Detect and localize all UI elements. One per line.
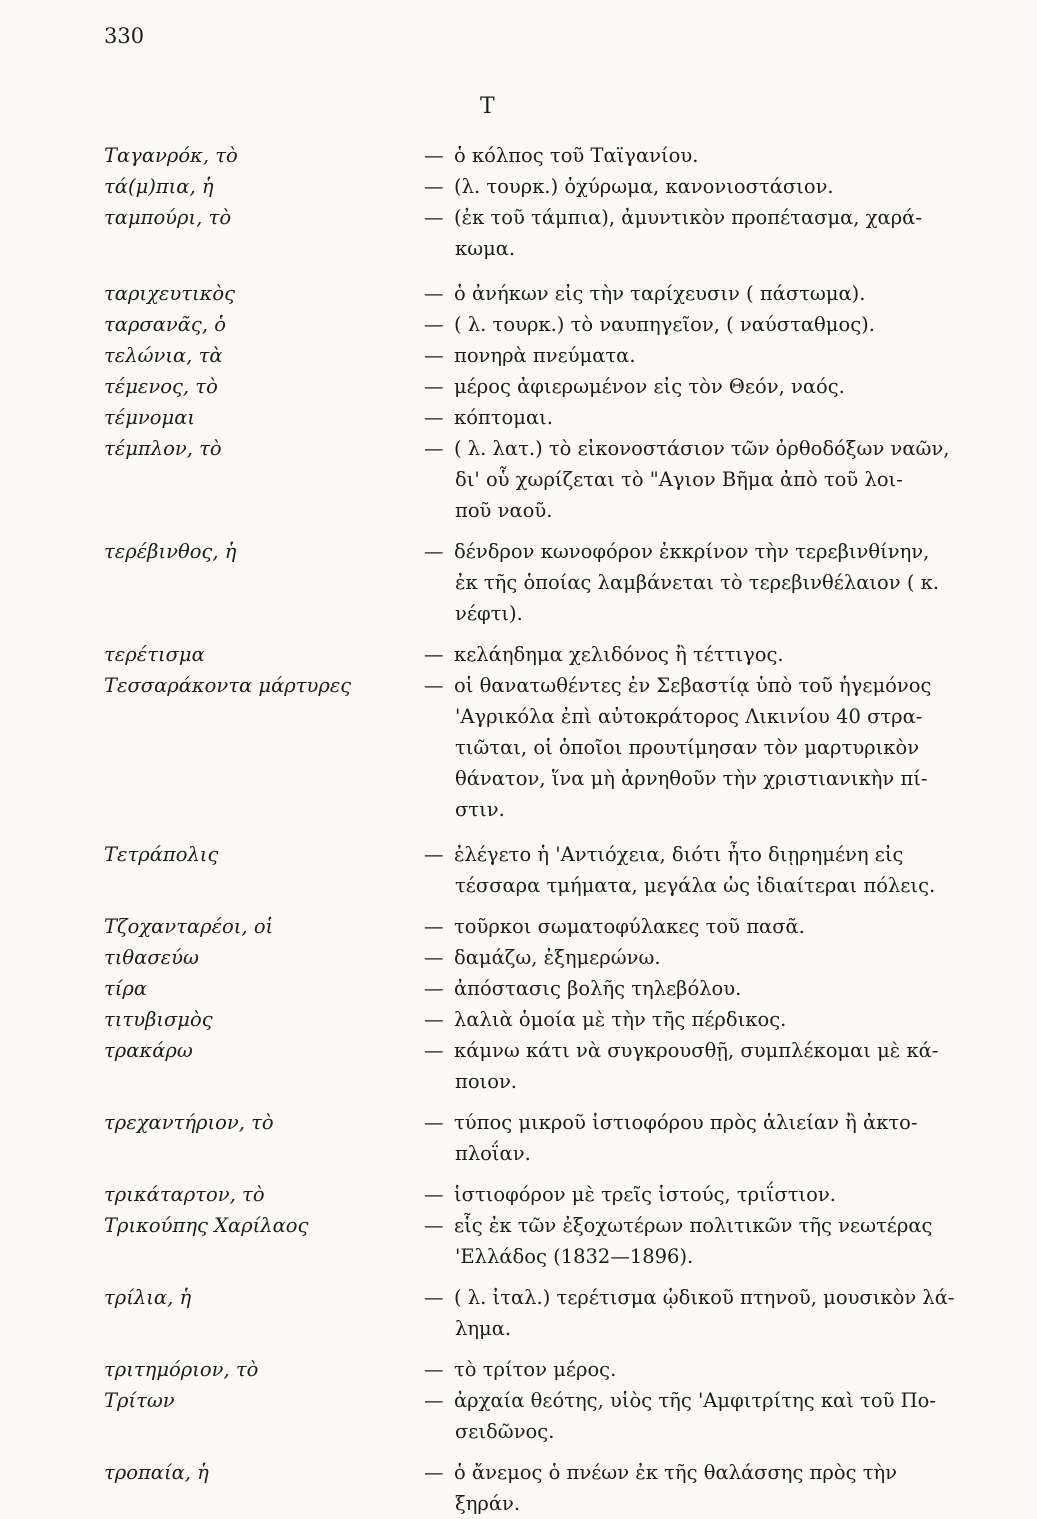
definition-line: ὁ ἄνεμος ὁ πνέων ἐκ τῆς θαλάσσης πρὸς τὴν (454, 1461, 898, 1484)
definition-line: κελάηδημα χελιδόνος ἢ τέττιγος. (454, 643, 784, 666)
definition-line: ( λ. λατ.) τὸ εἰκονοστάσιον τῶν ὀρθοδόξων ναῶν, (454, 437, 950, 460)
section-letter: Τ (480, 94, 495, 119)
dictionary-entry (104, 1354, 984, 1385)
dash: — (424, 946, 444, 969)
entry-term: τρεχαντήριον, τὸ (104, 1111, 274, 1134)
definition-line: ( λ. τουρκ.) τὸ ναυπηγεῖον, ( ναύσταθμος). (454, 313, 875, 336)
definition-line: ἐκ τῆς ὁποίας λαμβάνεται τὸ τερεβινθέλαιον ( κ. (455, 571, 940, 594)
dictionary-entry (104, 371, 984, 402)
entry-definition (424, 140, 970, 171)
dictionary-entry (104, 171, 984, 202)
entry-definition (424, 639, 970, 670)
entry-term: τέμνομαι (104, 406, 196, 429)
definition-line: λαλιὰ ὁμοία μὲ τὴν τῆς πέρδικος. (454, 1008, 787, 1031)
dash: — (424, 175, 444, 198)
entry-definition (424, 1210, 970, 1272)
definition-line: σειδῶνος. (455, 1420, 555, 1443)
entry-definition (424, 340, 970, 371)
dash: — (424, 1008, 444, 1031)
entry-term: τρακάρω (104, 1039, 193, 1062)
dash: — (424, 1389, 444, 1412)
dash: — (424, 144, 444, 167)
entry-term: τρίλια, ἡ (104, 1286, 192, 1309)
definition-line: δι' οὗ χωρίζεται τὸ "Αγιον Βῆμα ἀπὸ τοῦ λοι- (455, 468, 903, 491)
definition-line: τιῶται, οἱ ὁποῖοι προυτίμησαν τὸν μαρτυρικὸν (455, 736, 920, 759)
dash: — (424, 843, 444, 866)
definition-line: στιν. (455, 798, 505, 821)
definition-line: (λ. τουρκ.) ὀχύρωμα, κανονιοστάσιον. (454, 175, 834, 198)
dictionary-entry (104, 340, 984, 371)
dictionary-entry (104, 973, 984, 1004)
entry-term: τρικάταρτον, τὸ (104, 1183, 265, 1206)
dash: — (424, 1358, 444, 1381)
definition-line: πλοΐαν. (455, 1142, 531, 1165)
dictionary-entry (104, 1035, 984, 1097)
definition-line: ἀρχαία θεότης, υἱὸς τῆς 'Αμφιτρίτης καὶ τοῦ Πο- (454, 1389, 936, 1412)
definition-line: (ἐκ τοῦ τάμπια), ἀμυντικὸν προπέτασμα, χαρά- (454, 206, 922, 229)
definition-line: τὸ τρίτον μέρος. (454, 1358, 617, 1381)
definition-line: μέρος ἀφιερωμένον εἰς τὸν Θεόν, ναός. (454, 375, 845, 398)
definition-line: ἐλέγετο ἡ 'Αντιόχεια, διότι ἦτο διῃρημένη εἰς (454, 843, 904, 866)
dictionary-entry (104, 911, 984, 942)
entry-term: τιτυβισμὸς (104, 1008, 213, 1031)
entry-definition (424, 402, 970, 433)
dictionary-entry (104, 670, 984, 825)
definition-line: ὁ ἀνήκων εἰς τὴν ταρίχευσιν ( πάστωμα). (454, 282, 866, 305)
entry-term: Τεσσαράκοντα μάρτυρες (104, 674, 352, 697)
dash: — (424, 915, 444, 938)
definition-line: 'Ελλάδος (1832—1896). (455, 1245, 694, 1268)
dictionary-entry (104, 202, 984, 264)
entry-term: Τρίτων (104, 1389, 175, 1412)
definition-line: θάνατον, ἵνα μὴ ἀρνηθοῦν τὴν χριστιανικὴν πί- (455, 767, 928, 790)
entry-definition (424, 171, 970, 202)
entry-term: τίρα (104, 977, 148, 1000)
entry-term: τριτημόριον, τὸ (104, 1358, 259, 1381)
entry-definition (424, 1354, 970, 1385)
entry-term: τερέβινθος, ἡ (104, 540, 237, 563)
entry-term: ταμπούρι, τὸ (104, 206, 232, 229)
definition-line: εἷς ἐκ τῶν ἐξοχωτέρων πολιτικῶν τῆς νεωτέρας (454, 1214, 933, 1237)
entry-definition (424, 278, 970, 309)
entry-term: τερέτισμα (104, 643, 205, 666)
dictionary-entry (104, 536, 984, 629)
definition-line: τοῦρκοι σωματοφύλακες τοῦ πασᾶ. (454, 915, 805, 938)
entry-definition (424, 1107, 970, 1169)
entry-list (104, 140, 984, 1519)
definition-line: τύπος μικροῦ ἱστιοφόρου πρὸς ἁλιείαν ἢ ἀκτο- (454, 1111, 918, 1134)
definition-line: τέσσαρα τμήματα, μεγάλα ὡς ἰδιαίτεραι πόλεις. (455, 874, 936, 897)
entry-definition (424, 670, 970, 825)
definition-line: ποιον. (455, 1070, 517, 1093)
dictionary-entry (104, 1282, 984, 1344)
definition-line: ἀπόστασις βολῆς τηλεβόλου. (454, 977, 742, 1000)
dictionary-entry (104, 1004, 984, 1035)
entry-definition (424, 433, 970, 526)
entry-definition (424, 839, 970, 901)
dictionary-entry (104, 1457, 984, 1519)
definition-line: ὁ κόλπος τοῦ Ταϊγανίου. (454, 144, 699, 167)
dictionary-entry (104, 1210, 984, 1272)
dictionary-entry (104, 1179, 984, 1210)
entry-definition (424, 1385, 970, 1447)
entry-definition (424, 536, 970, 629)
definition-line: ἱστιοφόρον μὲ τρεῖς ἱστούς, τριΐστιον. (454, 1183, 836, 1206)
dash: — (424, 206, 444, 229)
entry-term: ταριχευτικὸς (104, 282, 236, 305)
dictionary-entry (104, 839, 984, 901)
dash: — (424, 643, 444, 666)
definition-line: ξηράν. (455, 1492, 521, 1515)
dash: — (424, 1111, 444, 1134)
entry-definition (424, 942, 970, 973)
definition-line: λημα. (455, 1317, 512, 1340)
dictionary-entry (104, 402, 984, 433)
dictionary-entry (104, 433, 984, 526)
entry-definition (424, 1282, 970, 1344)
dash: — (424, 977, 444, 1000)
definition-line: ποῦ ναοῦ. (455, 499, 553, 522)
page-number: 330 (104, 24, 145, 48)
entry-term: Τζοχανταρέοι, οἱ (104, 915, 274, 938)
dash: — (424, 313, 444, 336)
entry-term: τιθασεύω (104, 946, 199, 969)
dash: — (424, 375, 444, 398)
entry-definition (424, 973, 970, 1004)
dictionary-entry (104, 1385, 984, 1447)
dictionary-entry (104, 278, 984, 309)
dash: — (424, 1039, 444, 1062)
entry-term: τέμενος, τὸ (104, 375, 218, 398)
dictionary-entry (104, 639, 984, 670)
dash: — (424, 1214, 444, 1237)
dash: — (424, 344, 444, 367)
entry-definition (424, 1035, 970, 1097)
dash: — (424, 540, 444, 563)
entry-term: Τρικούπης Χαρίλαος (104, 1214, 309, 1237)
entry-term: τροπαία, ἡ (104, 1461, 209, 1484)
definition-line: κόπτομαι. (454, 406, 553, 429)
entry-term: τέμπλον, τὸ (104, 437, 222, 460)
dash: — (424, 1461, 444, 1484)
definition-line: δένδρον κωνοφόρον ἐκκρίνον τὴν τερεβινθίνην, (454, 540, 930, 563)
dash: — (424, 406, 444, 429)
dictionary-entry (104, 140, 984, 171)
entry-term: ταρσανᾶς, ὁ (104, 313, 226, 336)
entry-definition (424, 911, 970, 942)
dash: — (424, 1286, 444, 1309)
entry-definition (424, 1457, 970, 1519)
definition-line: νέφτι). (455, 602, 523, 625)
dictionary-entry (104, 942, 984, 973)
dash: — (424, 674, 444, 697)
definition-line: ( λ. ἰταλ.) τερέτισμα ᾠδικοῦ πτηνοῦ, μουσικὸν λά- (454, 1286, 955, 1309)
definition-line: κάμνω κάτι νὰ συγκρουσθῇ, συμπλέκομαι μὲ κά- (454, 1039, 939, 1062)
dash: — (424, 437, 444, 460)
entry-term: τελώνια, τὰ (104, 344, 223, 367)
dictionary-entry (104, 309, 984, 340)
entry-term: τά(μ)πια, ἡ (104, 175, 214, 198)
entry-definition (424, 1179, 970, 1210)
definition-line: οἱ θανατωθέντες ἐν Σεβαστίᾳ ὑπὸ τοῦ ἡγεμόνος (454, 674, 932, 697)
definition-line: δαμάζω, ἐξημερώνω. (454, 946, 661, 969)
definition-line: πονηρὰ πνεύματα. (454, 344, 636, 367)
definition-line: 'Αγρικόλα ἐπὶ αὐτοκράτορος Λικινίου 40 στρα- (455, 705, 923, 728)
dictionary-entry (104, 1107, 984, 1169)
definition-line: κωμα. (455, 237, 516, 260)
entry-definition (424, 309, 970, 340)
entry-term: Ταγανρόκ, τὸ (104, 144, 238, 167)
entry-definition (424, 371, 970, 402)
dash: — (424, 1183, 444, 1206)
dash: — (424, 282, 444, 305)
entry-term: Τετράπολις (104, 843, 219, 866)
entry-definition (424, 1004, 970, 1035)
entry-definition (424, 202, 970, 264)
